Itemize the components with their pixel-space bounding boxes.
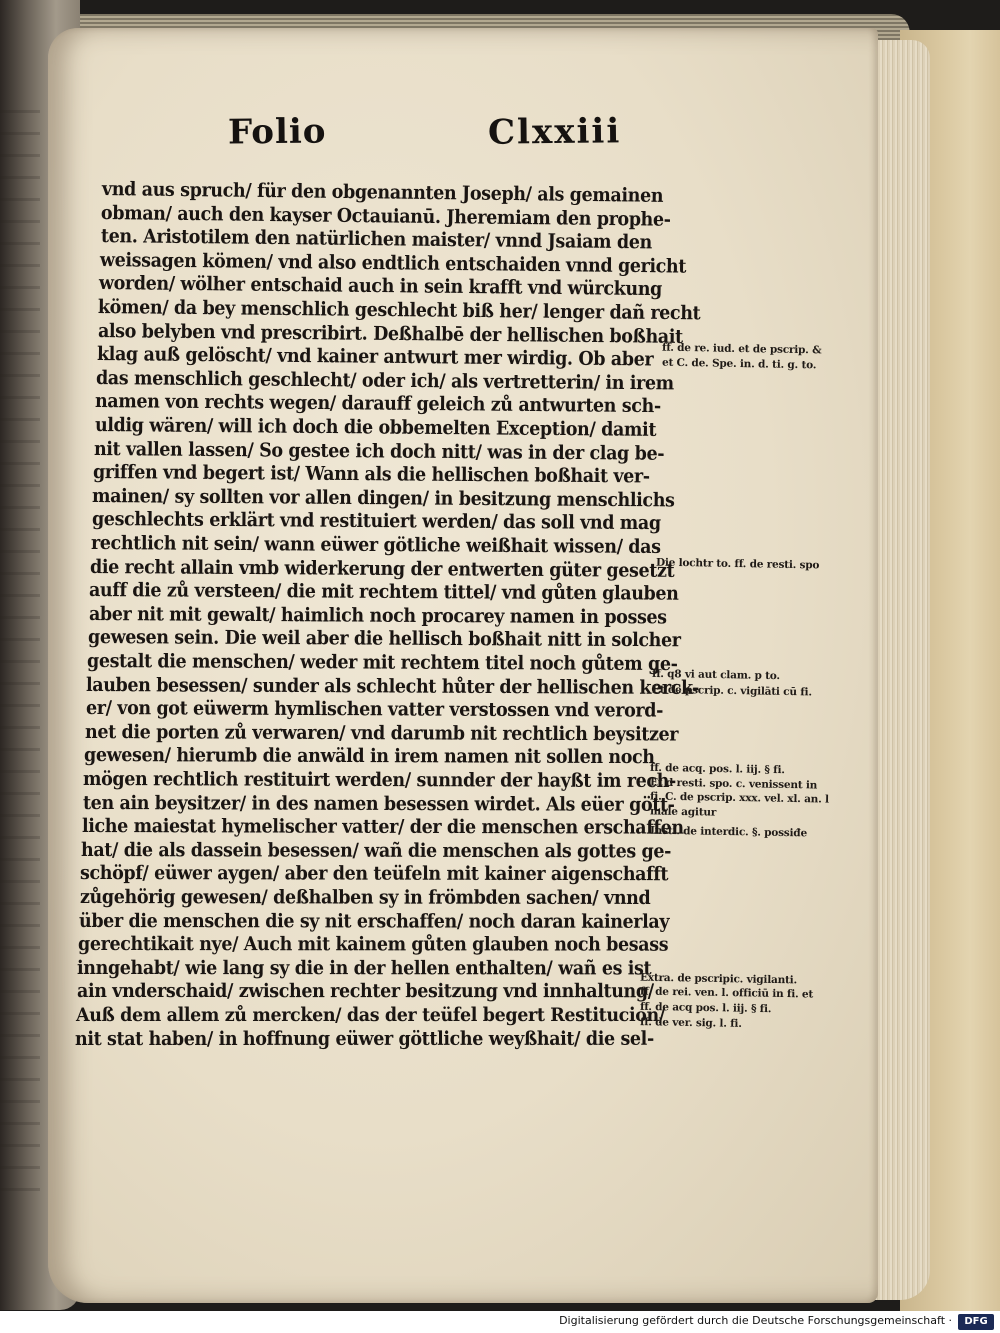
- text-line: gestalt die menschen/ weder mit rechtem titel noch gůtem ge-: [86, 650, 678, 676]
- footer-bar: [0, 1311, 1000, 1333]
- text-line: uldig wären/ will ich doch die obbemelten Exception/ damit: [94, 414, 656, 441]
- page-stack: [870, 40, 930, 1300]
- text-line: das menschlich geschlecht/ oder ich/ als vertretterin/ in irem: [95, 366, 674, 395]
- page-header: [0, 112, 1000, 172]
- text-line: gewesen sein. Die weil aber die hellisch boßhait nitt in solcher: [87, 626, 681, 652]
- text-line: geschlechts erklärt vnd restituiert werden/ das soll vnd mag: [91, 508, 661, 535]
- text-line: die recht allain vmb widerkerung der entwerten güter gesetzt: [89, 555, 675, 582]
- text-line: kömen/ da bey menschlich geschlecht biß her/ lenger dañ recht: [98, 296, 701, 325]
- margin-note: ff. de ver. sig. l. fi.: [639, 1016, 742, 1030]
- margin-note: Insti. de interdic. §. possiđe: [649, 824, 808, 840]
- margin-note: Et d resti. spo. c. venissent in: [649, 776, 818, 792]
- margin-note: ff. de re. iud. et de pscrip. &: [661, 341, 822, 357]
- text-line: net die porten zů verwaren/ vnd darumb nit rechtlich beysitzer: [84, 720, 678, 746]
- folio-number: Clxxiii: [487, 111, 622, 153]
- text-line: ain vnderschaid/ zwischen rechter besitzung vnd innhaltung/: [76, 980, 654, 1003]
- text-line: ten. Aristotilem den natürlichen maister/ vnnd Jsaiam den: [100, 225, 652, 254]
- text-line: nit vallen lassen/ So gestee ich doch nitt/ was in der clag be-: [93, 437, 664, 465]
- margin-note: ff. de acq pos. l. iij. § fi.: [639, 1000, 772, 1016]
- margin-note: ff. de acq. pos. l. iij. § fi.: [649, 761, 785, 777]
- text-line: griffen vnd begert ist/ Wann als die hellischen boßhait ver-: [92, 461, 650, 488]
- text-line: rechtlich nit sein/ wann eüwer götliche weißhait wissen/ das: [90, 532, 661, 558]
- margin-note: Et de pscrip. c. vigilāti cū fi.: [651, 683, 812, 699]
- margin-note: fi. C. de pscrip. xxx. vel. xl. an. l: [649, 790, 829, 806]
- margin-note: Extra. de pscripic. vigilanti.: [639, 971, 798, 987]
- text-line: mainen/ sy sollten vor allen dingen/ in besitzung menschlichs: [92, 484, 675, 512]
- text-line: gerechtikait nye/ Auch mit kainem gůten glauben noch besass: [77, 933, 669, 956]
- footer-credit: Digitalisierung gefördert durch die Deutsche Forschungsgemeinschaft ·: [559, 1314, 952, 1327]
- text-line: aber nit mit gewalt/ haimlich noch procarey namen in posses: [88, 602, 667, 629]
- text-line: hat/ die als dassein besessen/ wañ die menschen als gottes ge-: [80, 838, 672, 863]
- text-line: zůgehörig gewesen/ deßhalben sy in frömbden sachen/ vnnd: [79, 886, 650, 909]
- dfg-logo: DFG: [958, 1314, 994, 1330]
- text-line: namen von rechts wegen/ darauff geleich zů antwurten sch-: [95, 390, 662, 418]
- margin-note: ff. q8 vi aut clam. p to.: [651, 667, 781, 683]
- margin-note: ff. de rei. ven. l. officiū in fi. et: [639, 985, 814, 1001]
- text-line: vnd aus spruch/ für den obgenannten Joseph/ als gemainen: [101, 178, 664, 207]
- text-line: also belyben vnd prescribirt. Deßhalbē der hellischen boßhait: [97, 319, 683, 348]
- text-line: nit stat haben/ in hoffnung eüwer göttliche weyßhait/ die sel-: [74, 1027, 654, 1050]
- text-line: weissagen kömen/ vnd also endtlich entschaiden vnnd gericht: [99, 248, 686, 278]
- text-line: auff die zů versteen/ die mit rechtem tittel/ vnd gůten glauben: [89, 579, 679, 605]
- text-line: er/ von got eüwerm hymlischen vatter verstossen vnd verord-: [85, 697, 663, 722]
- text-line: worden/ wölher entschaid auch in sein krafft vnd würckung: [98, 272, 663, 301]
- text-line: gewesen/ hierumb die anwäld in irem namen nit sollen noch: [83, 744, 655, 769]
- text-line: Auß dem allem zů mercken/ das der teüfel begert Restitucion/: [75, 1004, 665, 1026]
- margin-note: male agitur: [649, 805, 717, 819]
- text-line: liche maiestat hymelischer vatter/ der die menschen erschaffen: [81, 815, 684, 839]
- folio-label: Folio: [227, 111, 327, 153]
- text-line: obman/ auch den kayser Octauianū. Jheremiam den prophe-: [101, 201, 671, 231]
- text-line: klag auß gelöscht/ vnd kainer antwurt mer wirdig. Ob aber: [96, 343, 654, 371]
- text-line: ten ain beysitzer/ in des namen besessen wirdet. Als eüer gött-: [82, 791, 675, 816]
- text-line: mögen rechtlich restituirt werden/ sunnder der hayßt im rech-: [83, 768, 677, 793]
- text-line: inngehabt/ wie lang sy die in der hellen enthalten/ wañ es ist: [77, 956, 652, 980]
- text-line: über die menschen die sy nit erschaffen/ noch daran kainerlay: [78, 909, 669, 933]
- margin-note: Die lochtr to. ff. de resti. spo: [655, 556, 820, 572]
- margin-note: et C. de. Spe. in. d. ti. g. to.: [661, 356, 817, 372]
- text-line: lauben besessen/ sunder als schlecht hůter der hellischen kerck-: [86, 673, 700, 699]
- text-line: schöpf/ eüwer aygen/ aber den teüfeln mit kainer aigenschafft: [80, 862, 669, 886]
